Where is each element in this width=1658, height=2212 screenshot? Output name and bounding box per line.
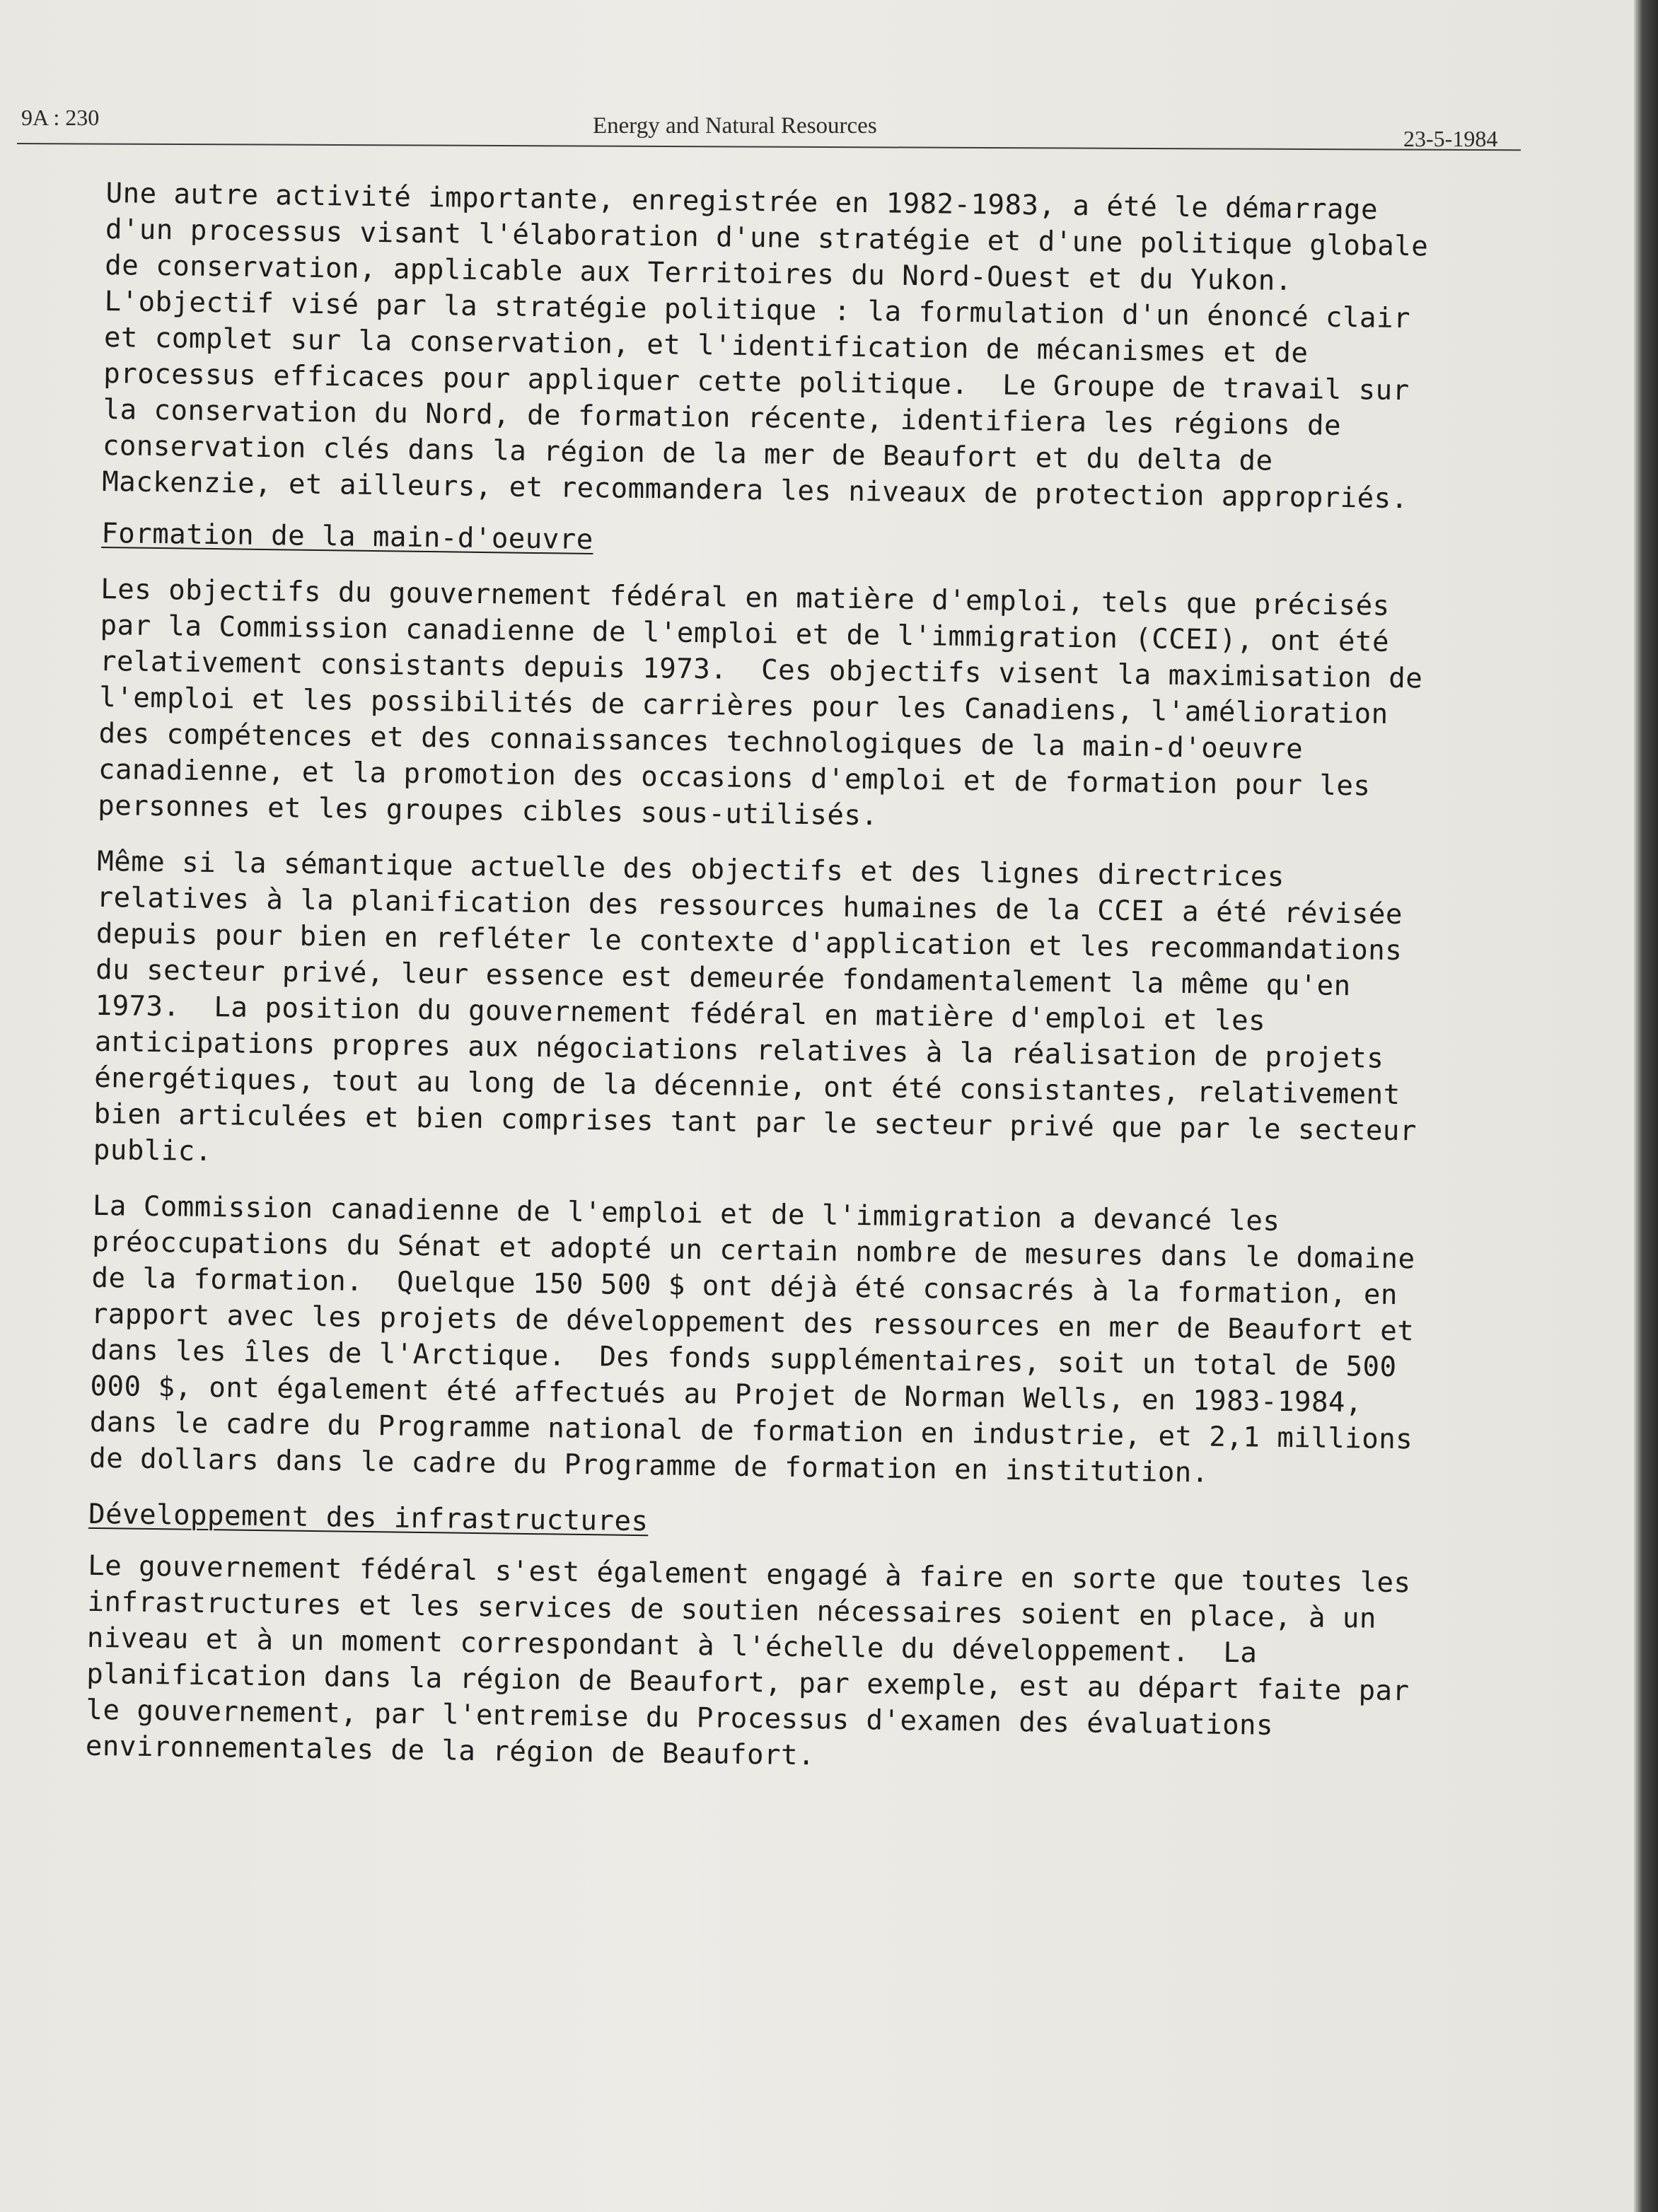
paragraph-employment-objectives: Les objectifs du gouvernement fédéral en matière d'emploi, tels que précisés par la Commission canadienne de l'emploi et de l'immigration (CCEI), ont été relativement consistants depuis 1973. Ces objectifs visent la maximisation de l'emploi et les possibilités de carrières pour les Canadiens, l'amélioration des compétences et des connaissances technologiques de la main-d'oeuvre canadienne, et la promotion des occasions d'emploi et de formation pour les personnes et les groupes cibles sous-utilisés. (98, 573, 1440, 832)
page-edge-shadow (1634, 0, 1658, 2212)
document-body (86, 175, 1450, 1782)
paragraph-infrastructure-commitment: Le gouvernement fédéral s'est également engagé à faire en sorte que toutes les infrastructures et les services de soutien nécessaires soient en place, à un niveau et à un moment correspondant à l'échelle du développement. La planification dans la région de Beaufort, par exemple, est au départ faite par le gouvernement, par l'entremise du Processus d'examen des évaluations environnementales de la région de Beaufort. (85, 1549, 1428, 1772)
paragraph-conservation-strategy: Une autre activité importante, enregistrée en 1982-1983, a été le démarrage d'un processus visant l'élaboration d'une stratégie et d'une politique globale de conservation, applicable aux Territoires du Nord-Ouest et du Yukon. L'objectif visé par la stratégie politique : la formulation d'un énoncé clair et complet sur la conservation, et l'identification de mécanismes et de processus efficaces pour appliquer cette politique. Le Groupe de travail sur la conservation du Nord, de formation récente, identifiera les régions de conservation clés dans la région de la mer de Beaufort et du delta de Mackenzie, et ailleurs, et recommandera les niveaux de protection appropriés. (102, 177, 1446, 516)
heading-infrastructure-development: Développement des infrastructures (88, 1498, 649, 1538)
header-date: 23-5-1984 (1403, 126, 1498, 151)
paragraph-semantics-guidelines: Même si la sémantique actuelle des objectifs et des lignes directrices relatives à la planification des ressources humaines de la CCEI a été révisée depuis pour bien en refléter le contexte d'application et les recommandations du secteur privé, leur essence est demeurée fondamentalement la même qu'en 1973. La position du gouvernement fédéral en matière d'emploi et les anticipations propres aux négociations relatives à la réalisation de projets énergétiques, tout au long de la décennie, ont été consistantes, relativement bien articulées et bien comprises tant par le secteur privé que par le secteur public. (93, 845, 1434, 1168)
page-reference: 9A : 230 (21, 105, 100, 130)
running-title: Energy and Natural Resources (593, 113, 877, 139)
header-rule (17, 143, 1521, 151)
paragraph-ceic-training-measures: La Commission canadienne de l'emploi et de l'immigration a devancé les préoccupations du Sénat et adopté un certain nombre de mesures dans le domaine de la formation. Quelque 150 500 $ ont déjà été consacrés à la formation, en rapport avec les projets de développement des ressources en mer de Beaufort et dans les îles de l'Arctique. Des fonds supplémentaires, soit un total de 500 000 $, ont également été affectués au Projet de Norman Wells, en 1983-1984, dans le cadre du Programme national de formation en industrie, et 2,1 millions de dollars dans le cadre du Programme de formation en institution. (88, 1189, 1432, 1489)
heading-workforce-training: Formation de la main-d'oeuvre (101, 517, 594, 557)
page-header (0, 0, 1634, 163)
